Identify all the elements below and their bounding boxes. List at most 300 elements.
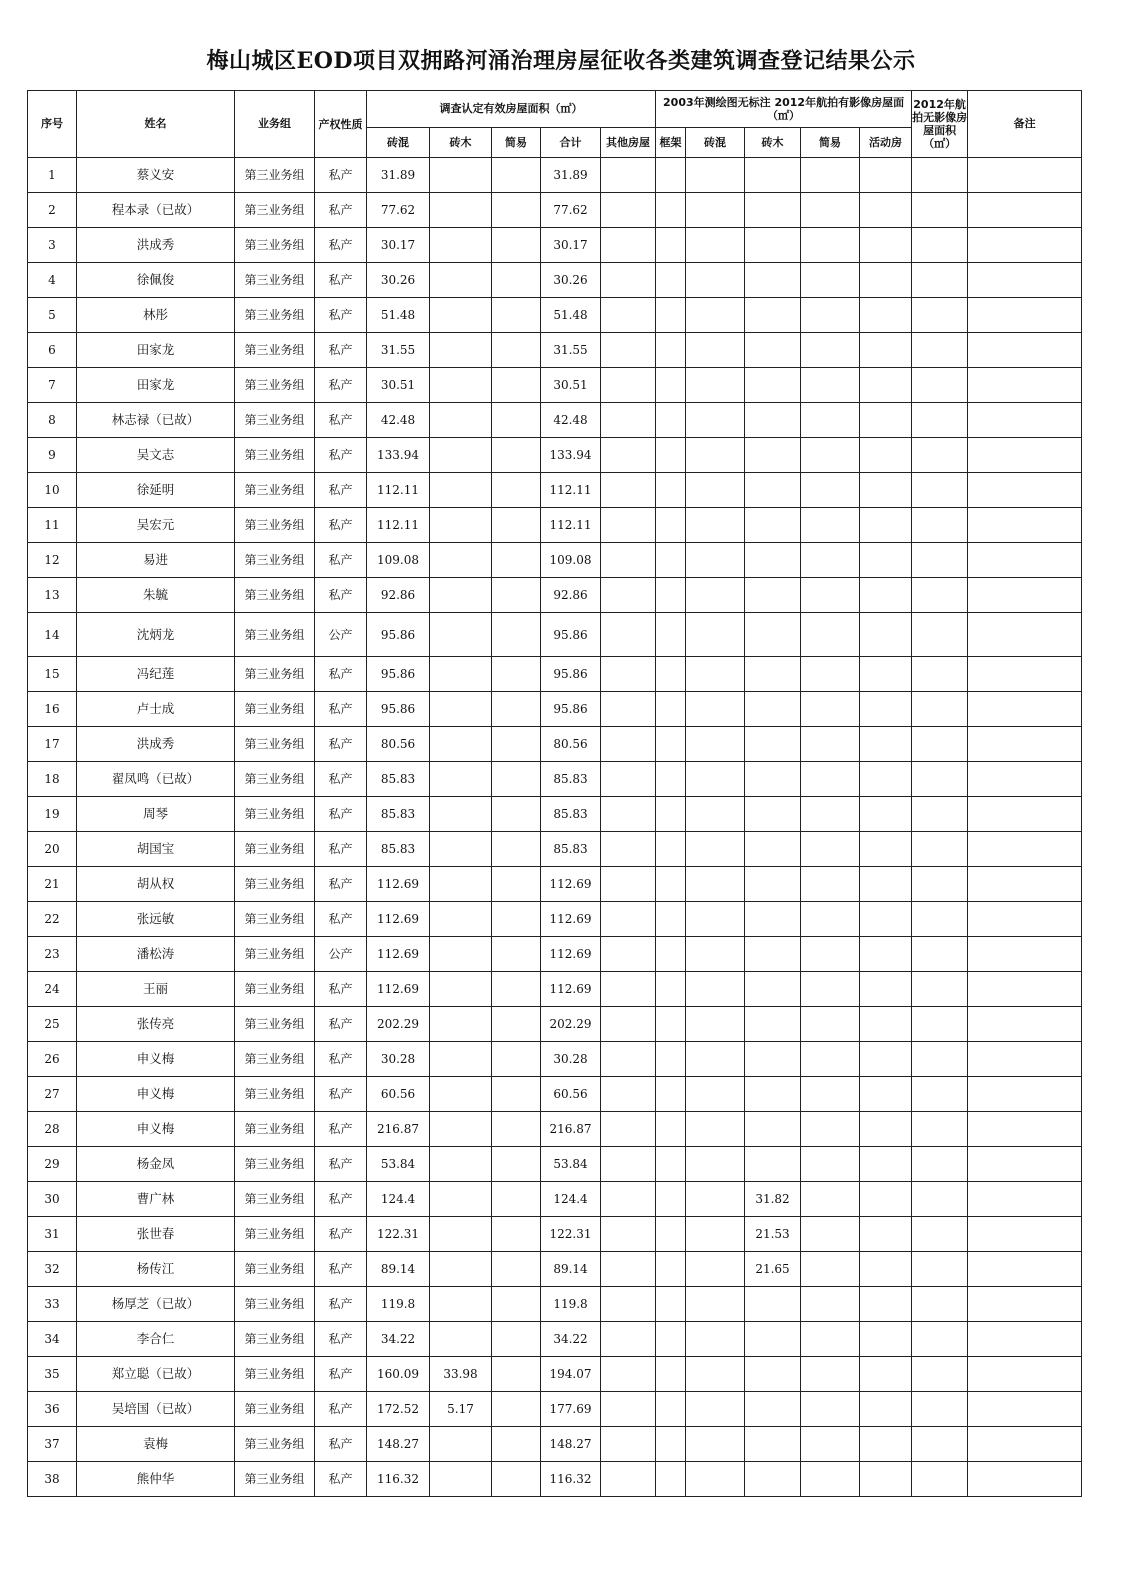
cell-brick-concrete: 92.86	[367, 578, 430, 613]
cell-name: 张远敏	[77, 902, 235, 937]
cell-brick-concrete: 112.11	[367, 508, 430, 543]
cell-simple	[492, 1077, 541, 1112]
cell-map-brick-concrete	[686, 543, 745, 578]
table-row	[28, 1287, 1082, 1322]
cell-property: 私产	[315, 298, 367, 333]
cell-group: 第三业务组	[235, 797, 315, 832]
cell-remarks	[968, 1077, 1082, 1112]
cell-brick-wood	[430, 1042, 492, 1077]
cell-seq: 32	[28, 1252, 77, 1287]
cell-seq: 26	[28, 1042, 77, 1077]
cell-map-mobile	[860, 1077, 912, 1112]
cell-aerial-area	[912, 902, 968, 937]
cell-map-brick-concrete	[686, 1147, 745, 1182]
cell-name: 田家龙	[77, 333, 235, 368]
cell-map-mobile	[860, 368, 912, 403]
cell-seq: 18	[28, 762, 77, 797]
cell-simple	[492, 438, 541, 473]
cell-map-simple	[801, 1077, 860, 1112]
cell-seq: 3	[28, 228, 77, 263]
cell-map-brick-wood	[745, 867, 801, 902]
cell-brick-concrete: 42.48	[367, 403, 430, 438]
cell-map-frame	[656, 193, 686, 228]
table-row	[28, 1182, 1082, 1217]
cell-remarks	[968, 333, 1082, 368]
cell-brick-wood	[430, 1182, 492, 1217]
cell-total: 202.29	[541, 1007, 601, 1042]
cell-total: 216.87	[541, 1112, 601, 1147]
cell-brick-wood	[430, 657, 492, 692]
cell-brick-wood	[430, 692, 492, 727]
cell-map-simple	[801, 657, 860, 692]
cell-remarks	[968, 1357, 1082, 1392]
table-row	[28, 657, 1082, 692]
cell-remarks	[968, 508, 1082, 543]
cell-brick-wood	[430, 543, 492, 578]
cell-map-simple	[801, 508, 860, 543]
cell-total: 30.28	[541, 1042, 601, 1077]
cell-map-brick-wood	[745, 333, 801, 368]
cell-simple	[492, 403, 541, 438]
cell-total: 112.69	[541, 902, 601, 937]
cell-brick-concrete: 172.52	[367, 1392, 430, 1427]
cell-total: 34.22	[541, 1322, 601, 1357]
cell-map-brick-wood	[745, 438, 801, 473]
cell-map-brick-wood	[745, 368, 801, 403]
cell-remarks	[968, 613, 1082, 657]
cell-map-brick-wood	[745, 508, 801, 543]
cell-property: 私产	[315, 867, 367, 902]
table-row	[28, 368, 1082, 403]
cell-seq: 30	[28, 1182, 77, 1217]
cell-name: 朱毓	[77, 578, 235, 613]
cell-other	[601, 298, 656, 333]
cell-seq: 1	[28, 158, 77, 193]
cell-remarks	[968, 438, 1082, 473]
cell-remarks	[968, 867, 1082, 902]
cell-property: 公产	[315, 613, 367, 657]
cell-name: 程本录（已故）	[77, 193, 235, 228]
table-row	[28, 692, 1082, 727]
cell-map-brick-wood	[745, 1322, 801, 1357]
cell-remarks	[968, 1252, 1082, 1287]
cell-map-frame	[656, 613, 686, 657]
cell-map-simple	[801, 403, 860, 438]
cell-total: 124.4	[541, 1182, 601, 1217]
cell-seq: 17	[28, 727, 77, 762]
cell-property: 私产	[315, 543, 367, 578]
cell-remarks	[968, 727, 1082, 762]
cell-other	[601, 613, 656, 657]
cell-group: 第三业务组	[235, 1147, 315, 1182]
cell-simple	[492, 193, 541, 228]
cell-seq: 24	[28, 972, 77, 1007]
cell-map-simple	[801, 298, 860, 333]
cell-seq: 36	[28, 1392, 77, 1427]
cell-map-brick-concrete	[686, 727, 745, 762]
cell-map-brick-wood	[745, 692, 801, 727]
cell-name: 吴文志	[77, 438, 235, 473]
cell-brick-concrete: 53.84	[367, 1147, 430, 1182]
cell-brick-concrete: 51.48	[367, 298, 430, 333]
cell-map-mobile	[860, 1462, 912, 1497]
cell-map-brick-concrete	[686, 1007, 745, 1042]
cell-property: 私产	[315, 727, 367, 762]
cell-map-frame	[656, 1077, 686, 1112]
cell-brick-concrete: 30.28	[367, 1042, 430, 1077]
cell-other	[601, 692, 656, 727]
cell-group: 第三业务组	[235, 762, 315, 797]
cell-map-mobile	[860, 937, 912, 972]
cell-aerial-area	[912, 1077, 968, 1112]
cell-other	[601, 1112, 656, 1147]
cell-seq: 14	[28, 613, 77, 657]
cell-name: 李合仁	[77, 1322, 235, 1357]
cell-map-brick-concrete	[686, 368, 745, 403]
cell-simple	[492, 543, 541, 578]
cell-other	[601, 1147, 656, 1182]
cell-group: 第三业务组	[235, 613, 315, 657]
cell-property: 私产	[315, 438, 367, 473]
table-row	[28, 727, 1082, 762]
cell-other	[601, 1322, 656, 1357]
cell-property: 私产	[315, 1042, 367, 1077]
cell-name: 杨传江	[77, 1252, 235, 1287]
cell-map-mobile	[860, 263, 912, 298]
cell-total: 31.89	[541, 158, 601, 193]
cell-brick-wood	[430, 228, 492, 263]
table-row	[28, 1112, 1082, 1147]
cell-name: 洪成秀	[77, 228, 235, 263]
cell-map-brick-concrete	[686, 657, 745, 692]
cell-map-brick-wood	[745, 1392, 801, 1427]
cell-remarks	[968, 473, 1082, 508]
cell-aerial-area	[912, 832, 968, 867]
cell-seq: 31	[28, 1217, 77, 1252]
cell-property: 私产	[315, 1112, 367, 1147]
cell-seq: 13	[28, 578, 77, 613]
cell-group: 第三业务组	[235, 1252, 315, 1287]
cell-property: 私产	[315, 333, 367, 368]
cell-brick-wood: 5.17	[430, 1392, 492, 1427]
cell-aerial-area	[912, 473, 968, 508]
cell-simple	[492, 578, 541, 613]
cell-brick-wood: 33.98	[430, 1357, 492, 1392]
cell-property: 公产	[315, 937, 367, 972]
table-row	[28, 937, 1082, 972]
cell-other	[601, 657, 656, 692]
cell-total: 51.48	[541, 298, 601, 333]
cell-map-frame	[656, 797, 686, 832]
cell-remarks	[968, 228, 1082, 263]
cell-property: 私产	[315, 263, 367, 298]
cell-remarks	[968, 797, 1082, 832]
cell-map-brick-concrete	[686, 158, 745, 193]
cell-map-simple	[801, 473, 860, 508]
cell-map-mobile	[860, 193, 912, 228]
cell-map-brick-concrete	[686, 1287, 745, 1322]
cell-property: 私产	[315, 1077, 367, 1112]
cell-name: 胡国宝	[77, 832, 235, 867]
cell-simple	[492, 832, 541, 867]
cell-map-brick-concrete	[686, 692, 745, 727]
cell-name: 申义梅	[77, 1112, 235, 1147]
cell-name: 曹广林	[77, 1182, 235, 1217]
cell-brick-concrete: 34.22	[367, 1322, 430, 1357]
cell-total: 92.86	[541, 578, 601, 613]
cell-map-brick-wood	[745, 1007, 801, 1042]
cell-map-mobile	[860, 543, 912, 578]
table-row	[28, 797, 1082, 832]
cell-group: 第三业务组	[235, 972, 315, 1007]
cell-seq: 2	[28, 193, 77, 228]
cell-aerial-area	[912, 727, 968, 762]
cell-name: 胡从权	[77, 867, 235, 902]
cell-other	[601, 972, 656, 1007]
cell-seq: 28	[28, 1112, 77, 1147]
cell-name: 翟凤鸣（已故）	[77, 762, 235, 797]
cell-map-brick-wood	[745, 473, 801, 508]
cell-other	[601, 1007, 656, 1042]
cell-aerial-area	[912, 1042, 968, 1077]
cell-seq: 20	[28, 832, 77, 867]
cell-aerial-area	[912, 1182, 968, 1217]
cell-brick-wood	[430, 972, 492, 1007]
cell-map-brick-concrete	[686, 1217, 745, 1252]
cell-aerial-area	[912, 867, 968, 902]
cell-map-brick-concrete	[686, 937, 745, 972]
cell-aerial-area	[912, 1357, 968, 1392]
cell-remarks	[968, 1427, 1082, 1462]
cell-aerial-area	[912, 1217, 968, 1252]
cell-map-simple	[801, 228, 860, 263]
cell-other	[601, 508, 656, 543]
cell-brick-wood	[430, 1427, 492, 1462]
cell-name: 王丽	[77, 972, 235, 1007]
cell-name: 周琴	[77, 797, 235, 832]
cell-total: 95.86	[541, 692, 601, 727]
cell-map-simple	[801, 193, 860, 228]
cell-brick-concrete: 112.69	[367, 902, 430, 937]
cell-aerial-area	[912, 1322, 968, 1357]
cell-name: 杨厚芝（已故）	[77, 1287, 235, 1322]
cell-map-frame	[656, 937, 686, 972]
cell-other	[601, 867, 656, 902]
cell-map-simple	[801, 902, 860, 937]
table-row	[28, 298, 1082, 333]
cell-aerial-area	[912, 543, 968, 578]
cell-map-brick-concrete	[686, 508, 745, 543]
cell-brick-wood	[430, 1252, 492, 1287]
table-row	[28, 403, 1082, 438]
cell-simple	[492, 368, 541, 403]
cell-brick-wood	[430, 613, 492, 657]
cell-map-brick-wood	[745, 902, 801, 937]
cell-total: 95.86	[541, 613, 601, 657]
cell-group: 第三业务组	[235, 657, 315, 692]
cell-group: 第三业务组	[235, 1287, 315, 1322]
table-row	[28, 1042, 1082, 1077]
cell-name: 林彤	[77, 298, 235, 333]
cell-property: 私产	[315, 1007, 367, 1042]
cell-total: 77.62	[541, 193, 601, 228]
cell-map-simple	[801, 543, 860, 578]
table-row	[28, 193, 1082, 228]
cell-property: 私产	[315, 657, 367, 692]
cell-other	[601, 797, 656, 832]
cell-brick-wood	[430, 1322, 492, 1357]
cell-map-frame	[656, 1287, 686, 1322]
cell-other	[601, 473, 656, 508]
cell-map-brick-wood	[745, 972, 801, 1007]
cell-map-brick-wood	[745, 1112, 801, 1147]
cell-aerial-area	[912, 972, 968, 1007]
cell-remarks	[968, 1462, 1082, 1497]
cell-property: 私产	[315, 1322, 367, 1357]
cell-map-frame	[656, 228, 686, 263]
cell-map-frame	[656, 158, 686, 193]
cell-simple	[492, 1322, 541, 1357]
cell-group: 第三业务组	[235, 368, 315, 403]
cell-total: 89.14	[541, 1252, 601, 1287]
cell-seq: 37	[28, 1427, 77, 1462]
cell-map-brick-wood	[745, 1357, 801, 1392]
cell-map-simple	[801, 263, 860, 298]
subheader-mapping-0: 框架	[656, 128, 686, 158]
cell-brick-wood	[430, 578, 492, 613]
cell-property: 私产	[315, 1427, 367, 1462]
cell-map-mobile	[860, 762, 912, 797]
cell-simple	[492, 867, 541, 902]
cell-brick-concrete: 60.56	[367, 1077, 430, 1112]
cell-aerial-area	[912, 333, 968, 368]
table-row	[28, 1357, 1082, 1392]
cell-seq: 11	[28, 508, 77, 543]
cell-total: 112.69	[541, 867, 601, 902]
cell-property: 私产	[315, 403, 367, 438]
cell-property: 私产	[315, 1147, 367, 1182]
cell-simple	[492, 727, 541, 762]
cell-total: 53.84	[541, 1147, 601, 1182]
cell-map-brick-wood	[745, 727, 801, 762]
cell-group: 第三业务组	[235, 298, 315, 333]
cell-group: 第三业务组	[235, 1392, 315, 1427]
cell-map-simple	[801, 1427, 860, 1462]
cell-map-mobile	[860, 1182, 912, 1217]
cell-name: 申义梅	[77, 1042, 235, 1077]
cell-total: 112.69	[541, 972, 601, 1007]
cell-property: 私产	[315, 1392, 367, 1427]
cell-group: 第三业务组	[235, 1042, 315, 1077]
cell-group: 第三业务组	[235, 692, 315, 727]
subheader-survey-1: 砖木	[430, 128, 492, 158]
cell-map-brick-wood	[745, 228, 801, 263]
cell-map-simple	[801, 1392, 860, 1427]
cell-remarks	[968, 1287, 1082, 1322]
cell-map-simple	[801, 438, 860, 473]
cell-map-brick-concrete	[686, 762, 745, 797]
table-row	[28, 1462, 1082, 1497]
cell-seq: 5	[28, 298, 77, 333]
cell-map-mobile	[860, 403, 912, 438]
cell-map-brick-wood	[745, 158, 801, 193]
cell-seq: 9	[28, 438, 77, 473]
cell-map-mobile	[860, 1322, 912, 1357]
cell-map-simple	[801, 1042, 860, 1077]
cell-simple	[492, 228, 541, 263]
cell-group: 第三业务组	[235, 193, 315, 228]
cell-total: 30.26	[541, 263, 601, 298]
cell-group: 第三业务组	[235, 543, 315, 578]
cell-simple	[492, 1462, 541, 1497]
cell-map-frame	[656, 543, 686, 578]
cell-map-brick-wood	[745, 613, 801, 657]
cell-map-frame	[656, 692, 686, 727]
cell-remarks	[968, 298, 1082, 333]
cell-seq: 27	[28, 1077, 77, 1112]
cell-group: 第三业务组	[235, 578, 315, 613]
cell-map-brick-concrete	[686, 228, 745, 263]
cell-group: 第三业务组	[235, 1077, 315, 1112]
cell-total: 30.51	[541, 368, 601, 403]
cell-brick-concrete: 95.86	[367, 692, 430, 727]
cell-other	[601, 578, 656, 613]
cell-simple	[492, 1392, 541, 1427]
cell-group: 第三业务组	[235, 727, 315, 762]
subheader-survey-0: 砖混	[367, 128, 430, 158]
cell-property: 私产	[315, 1462, 367, 1497]
cell-property: 私产	[315, 1252, 367, 1287]
cell-total: 30.17	[541, 228, 601, 263]
cell-total: 112.11	[541, 473, 601, 508]
cell-map-frame	[656, 1427, 686, 1462]
table-header	[28, 91, 1082, 158]
cell-seq: 33	[28, 1287, 77, 1322]
cell-property: 私产	[315, 902, 367, 937]
table-row	[28, 1427, 1082, 1462]
cell-brick-wood	[430, 1007, 492, 1042]
cell-simple	[492, 1217, 541, 1252]
cell-seq: 25	[28, 1007, 77, 1042]
cell-remarks	[968, 692, 1082, 727]
cell-remarks	[968, 543, 1082, 578]
cell-map-mobile	[860, 832, 912, 867]
cell-map-frame	[656, 333, 686, 368]
page-title: 梅山城区EOD项目双拥路河涌治理房屋征收各类建筑调查登记结果公示	[206, 48, 916, 74]
cell-brick-wood	[430, 1112, 492, 1147]
cell-simple	[492, 613, 541, 657]
cell-seq: 6	[28, 333, 77, 368]
cell-map-brick-concrete	[686, 1042, 745, 1077]
cell-map-brick-concrete	[686, 972, 745, 1007]
cell-brick-concrete: 30.17	[367, 228, 430, 263]
header-property: 产权性质	[315, 91, 367, 158]
cell-remarks	[968, 368, 1082, 403]
cell-other	[601, 1252, 656, 1287]
cell-map-brick-wood	[745, 1427, 801, 1462]
header-survey-area: 调查认定有效房屋面积（㎡）	[367, 91, 656, 128]
cell-property: 私产	[315, 762, 367, 797]
cell-aerial-area	[912, 1112, 968, 1147]
cell-map-brick-wood	[745, 543, 801, 578]
cell-remarks	[968, 902, 1082, 937]
cell-brick-concrete: 80.56	[367, 727, 430, 762]
cell-name: 申义梅	[77, 1077, 235, 1112]
cell-total: 194.07	[541, 1357, 601, 1392]
cell-other	[601, 727, 656, 762]
cell-simple	[492, 937, 541, 972]
cell-map-simple	[801, 578, 860, 613]
